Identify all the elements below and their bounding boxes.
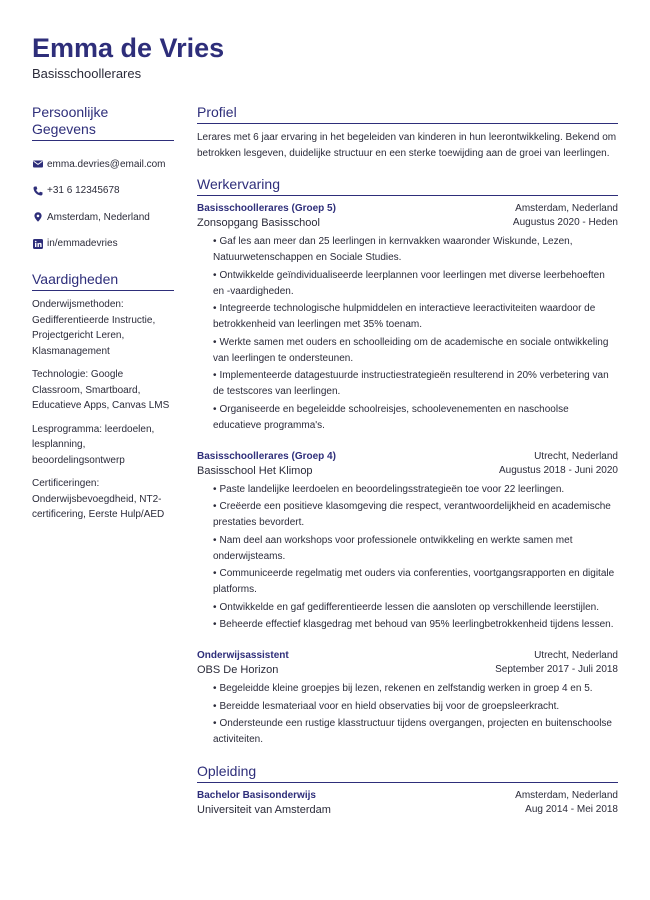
job-bullet: • Nam deel aan workshops voor professionele ontwikkeling en werkte samen met onderwijsteams. xyxy=(213,533,618,565)
contact-location xyxy=(32,204,174,231)
job-bullet: • Paste landelijke leerdoelen en beoordelingsstrategieën toe voor 22 leerlingen. xyxy=(213,482,618,498)
job-bullet: • Ontwikkelde geïndividualiseerde leerplannen voor leerlingen met diverse leerbehoeften en -vaardigheden. xyxy=(213,268,618,300)
job-bullet: • Gaf les aan meer dan 25 leerlingen in kernvakken waaronder Wiskunde, Lezen, Natuurwetenschappen en Sociale Studies. xyxy=(213,234,618,266)
skill-item: Lesprogramma: leerdoelen, lesplanning, beoordelingsontwerp xyxy=(32,423,155,466)
job-bullet: • Begeleidde kleine groepjes bij lezen, rekenen en zelfstandig werken in groep 4 en 5. xyxy=(213,681,618,697)
job-location: Utrecht, Nederland xyxy=(534,650,618,661)
job-bullet: • Implementeerde datagestuurde instructiestrategieën resulterend in 20% verbetering van de testscores van leerlingen. xyxy=(213,368,618,400)
education-degree: Bachelor Basisonderwijs xyxy=(197,790,316,801)
job-dates: Augustus 2018 - Juni 2020 xyxy=(499,464,618,476)
skill-item: Certificeringen: Onderwijsbevoegdheid, NT2-certificering, Eerste Hulp/AED xyxy=(32,478,165,520)
job-title: Onderwijsassistent xyxy=(197,650,289,661)
job-entry xyxy=(197,450,618,634)
job-bullet: • Ondersteunde een rustige klasstructuur tijdens overgangen, projecten en buitenschoolse activiteiten. xyxy=(213,716,618,748)
job-bullets xyxy=(213,234,618,434)
contact-phone-text: +31 6 12345678 xyxy=(47,185,120,197)
job-dates: September 2017 - Juli 2018 xyxy=(495,664,618,675)
candidate-subtitle: Basisschoollerares xyxy=(32,66,142,81)
skills-heading: Vaardigheden xyxy=(32,271,174,291)
job-bullet: • Bereidde lesmateriaal voor en hield observaties bij voor de groepsleerkracht. xyxy=(213,699,618,715)
job-location: Amsterdam, Nederland xyxy=(515,203,618,214)
skill-item: Technologie: Google Classroom, Smartboard, Educatieve Apps, Canvas LMS xyxy=(32,369,170,411)
job-bullet: • Integreerde technologische hulpmiddelen en interactieve leeractiviteiten waardoor de betrokkenheid van leerlingen met 35% toenam. xyxy=(213,301,618,333)
education-heading: Opleiding xyxy=(197,763,618,783)
job-company: Zonsopgang Basisschool xyxy=(197,217,320,229)
job-bullet: • Werkte samen met ouders en schoolleiding om de academische en sociale ontwikkeling van leerlingen te ondersteunen. xyxy=(213,335,618,367)
job-company: OBS De Horizon xyxy=(197,664,279,676)
job-company: Basisschool Het Klimop xyxy=(197,464,313,477)
contact-phone[interactable] xyxy=(32,178,174,205)
contact-email-text: emma.devries@email.com xyxy=(47,158,166,170)
right-column xyxy=(197,104,618,817)
education-location: Amsterdam, Nederland xyxy=(515,790,618,801)
job-bullet: • Communiceerde regelmatig met ouders via conferenties, voortgangsrapporten en digitale platforms. xyxy=(213,566,618,598)
contact-location-text: Amsterdam, Nederland xyxy=(47,211,150,223)
education-dates: Aug 2014 - Mei 2018 xyxy=(525,804,618,815)
contact-list xyxy=(32,151,174,257)
contact-linkedin[interactable] xyxy=(32,231,174,258)
job-bullet: • Beheerde effectief klasgedrag met behoud van 95% leerlingbetrokkenheid tijdens lessen. xyxy=(213,617,618,633)
resume-header xyxy=(32,32,622,81)
left-column xyxy=(32,104,174,523)
job-title: Basisschoollerares (Groep 5) xyxy=(197,203,336,214)
education-entry xyxy=(197,789,618,817)
skill-item: Onderwijsmethoden: Gedifferentieerde Instructie, Projectgericht Leren, Klasmanagement xyxy=(32,299,156,357)
contact-email[interactable] xyxy=(32,151,174,178)
linkedin-icon xyxy=(32,238,43,249)
job-bullets xyxy=(213,681,618,748)
candidate-name: Emma de Vries xyxy=(32,33,225,63)
job-dates: Augustus 2020 - Heden xyxy=(512,217,618,228)
profile-heading: Profiel xyxy=(197,104,618,124)
job-bullet: • Creëerde een positieve klasomgeving die respect, verantwoordelijkheid en academische prestaties bevordert. xyxy=(213,499,618,531)
email-icon xyxy=(32,159,43,170)
experience-heading: Werkervaring xyxy=(197,176,618,196)
location-icon xyxy=(32,212,43,223)
job-location: Utrecht, Nederland xyxy=(534,450,618,462)
job-bullet: • Ontwikkelde en gaf gedifferentieerde lessen die aansloten op verschillende leerstijlen. xyxy=(213,600,618,616)
job-title: Basisschoollerares (Groep 4) xyxy=(197,450,336,462)
education-school: Universiteit van Amsterdam xyxy=(197,804,331,816)
job-bullet: • Organiseerde en begeleidde schoolreisjes, schoolevenementen en naschoolse educatieve programma's. xyxy=(213,402,618,434)
contact-linkedin-text: in/emmadevries xyxy=(47,238,118,250)
profile-text: Lerares met 6 jaar ervaring in het begeleiden van kinderen in hun leerontwikkeling. Bekend om betrokken lesgeven, duidelijke structuur en een sterke toewijding aan de groei van leerlingen. xyxy=(197,132,617,159)
phone-icon xyxy=(32,185,43,196)
job-bullets xyxy=(213,482,618,634)
job-entry xyxy=(197,202,618,434)
job-entry xyxy=(197,649,618,748)
personal-heading: Persoonlijke Gegevens xyxy=(32,104,174,141)
